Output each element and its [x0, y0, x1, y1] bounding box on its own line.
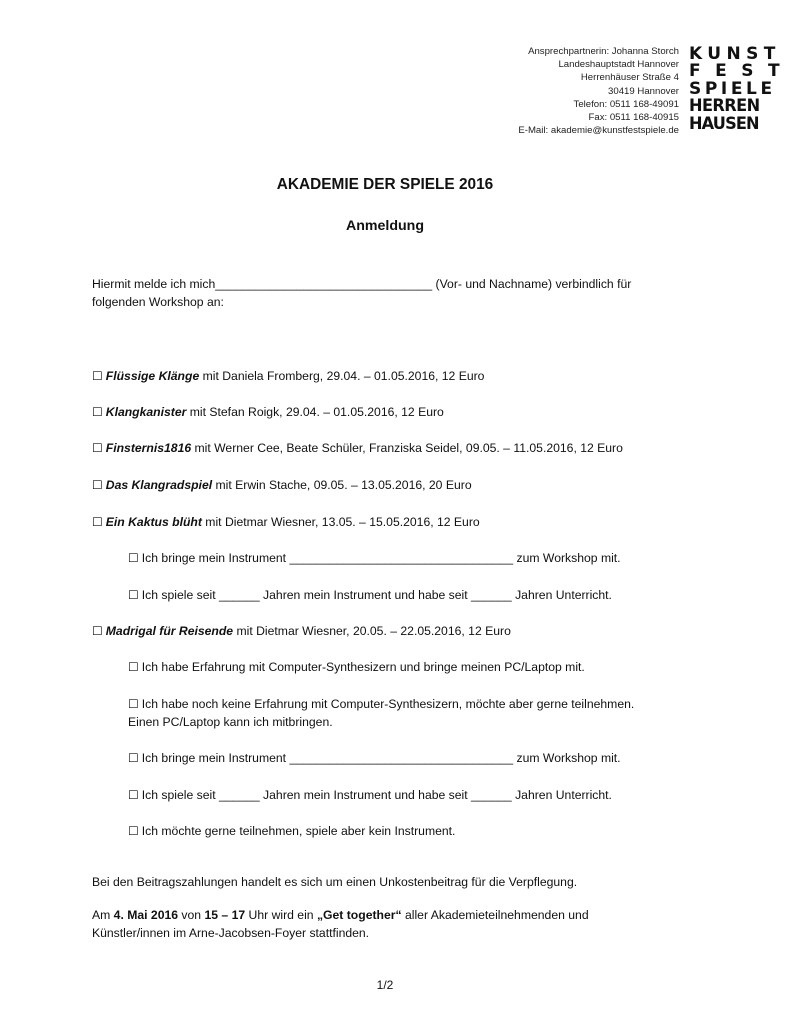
workshop-details: mit Erwin Stache, 09.05. – 13.05.2016, 20 Euro: [212, 478, 472, 492]
workshop-details: mit Werner Cee, Beate Schüler, Franziska Seidel, 09.05. – 11.05.2016, 12 Euro: [191, 441, 623, 455]
workshop-title: Flüssige Klänge: [105, 369, 200, 383]
checkbox-icon[interactable]: ☐: [128, 551, 139, 565]
kaktus-instrument-option[interactable]: [128, 550, 621, 567]
logo-line: KUNST: [689, 44, 781, 64]
contact-person: Ansprechpartnerin: Johanna Storch: [528, 46, 679, 57]
kaktus-experience-option[interactable]: [128, 587, 612, 604]
option-label: Ich spiele seit ______ Jahren mein Instrument und habe seit ______ Jahren Unterricht.: [141, 588, 612, 602]
event-date: 4. Mai 2016: [113, 908, 179, 922]
checkbox-icon[interactable]: ☐: [92, 405, 103, 419]
workshop-option-madrigal[interactable]: [92, 623, 511, 640]
workshop-option-finsternis1816[interactable]: [92, 440, 623, 457]
workshop-option-klangkanister[interactable]: [92, 404, 444, 421]
page-number: 1/2: [376, 978, 394, 992]
intro-line-name[interactable]: Hiermit melde ich mich________________________________ (Vor- und Nachname) verbindlich für: [92, 277, 632, 291]
checkbox-icon[interactable]: ☐: [92, 478, 103, 492]
workshop-details: mit Dietmar Wiesner, 20.05. – 22.05.2016, 12 Euro: [233, 624, 511, 638]
contact-block: [518, 45, 679, 137]
contact-fax: Fax: 0511 168-40915: [588, 112, 679, 124]
checkbox-icon[interactable]: ☐: [128, 788, 139, 802]
intro-line-workshop: folgenden Workshop an:: [92, 295, 224, 309]
document-title: AKADEMIE DER SPIELE 2016: [276, 176, 494, 193]
option-label: Ich möchte gerne teilnehmen, spiele aber kein Instrument.: [141, 824, 456, 838]
workshop-details: mit Stefan Roigk, 29.04. – 01.05.2016, 12 Euro: [186, 405, 444, 419]
event-name: „Get together“: [316, 908, 402, 922]
workshop-title: Madrigal für Reisende: [105, 624, 234, 638]
fee-note: Bei den Beitragszahlungen handelt es sich um einen Unkostenbeitrag für die Verpflegung.: [92, 875, 578, 889]
workshop-option-klangradspiel[interactable]: [92, 477, 472, 494]
option-label: Ich spiele seit ______ Jahren mein Instrument und habe seit ______ Jahren Unterricht.: [141, 788, 612, 802]
workshop-details: mit Daniela Fromberg, 29.04. – 01.05.2016, 12 Euro: [199, 369, 485, 383]
logo-line: SPIELE: [689, 78, 776, 99]
madrigal-experience-option[interactable]: [128, 787, 612, 804]
contact-phone: Telefon: 0511 168-49091: [573, 98, 679, 110]
checkbox-icon[interactable]: ☐: [128, 588, 139, 602]
workshop-title: Ein Kaktus blüht: [105, 515, 202, 529]
option-label: Ich habe Erfahrung mit Computer-Synthesizern und bringe meinen PC/Laptop mit.: [141, 660, 585, 674]
madrigal-instrument-option[interactable]: [128, 750, 621, 767]
get-together-note: [92, 906, 692, 942]
logo-line: HAUSEN: [689, 113, 759, 134]
text-fragment: aller Akademieteilnehmenden und: [401, 908, 589, 922]
checkbox-icon[interactable]: ☐: [128, 751, 139, 765]
option-label: Ich bringe mein Instrument _________________________________ zum Workshop mit.: [141, 551, 621, 565]
madrigal-synth-no-option[interactable]: [128, 696, 634, 713]
contact-email[interactable]: E-Mail: akademie@kunstfestspiele.de: [518, 125, 679, 137]
checkbox-icon[interactable]: ☐: [92, 441, 103, 455]
text-fragment: Uhr wird ein: [245, 908, 317, 922]
intro-text: [92, 275, 692, 311]
contact-org: Landeshauptstadt Hannover: [558, 59, 679, 71]
workshop-details: mit Dietmar Wiesner, 13.05. – 15.05.2016, 12 Euro: [201, 515, 480, 529]
checkbox-icon[interactable]: ☐: [92, 369, 103, 383]
kunstfestspiele-logo: [689, 44, 794, 134]
checkbox-icon[interactable]: ☐: [92, 515, 103, 529]
workshop-title: Das Klangradspiel: [105, 478, 213, 492]
option-label: Ich bringe mein Instrument _________________________________ zum Workshop mit.: [141, 751, 621, 765]
logo-line: FEST: [689, 61, 794, 82]
text-fragment: von: [178, 908, 205, 922]
contact-street: Herrenhäuser Straße 4: [580, 72, 679, 84]
madrigal-synth-no-option-cont: Einen PC/Laptop kann ich mitbringen.: [128, 715, 333, 729]
contact-city: 30419 Hannover: [608, 85, 679, 97]
madrigal-no-instrument-option[interactable]: [128, 823, 455, 840]
text-fragment: Am: [92, 908, 114, 922]
event-time: 15 – 17: [204, 908, 246, 922]
workshop-title: Finsternis1816: [105, 441, 192, 455]
checkbox-icon[interactable]: ☐: [128, 824, 139, 838]
checkbox-icon[interactable]: ☐: [128, 697, 139, 711]
get-together-line-2: Künstler/innen im Arne-Jacobsen-Foyer stattfinden.: [92, 926, 370, 940]
madrigal-synth-yes-option[interactable]: [128, 659, 585, 676]
get-together-line: [92, 906, 692, 924]
logo-line: HERREN: [689, 96, 760, 117]
checkbox-icon[interactable]: ☐: [92, 624, 103, 638]
workshop-option-kaktus-blueht[interactable]: [92, 514, 480, 531]
checkbox-icon[interactable]: ☐: [128, 660, 139, 674]
option-label: Ich habe noch keine Erfahrung mit Computer-Synthesizern, möchte aber gerne teilnehmen.: [141, 697, 635, 711]
workshop-option-fluessige-klaenge[interactable]: [92, 368, 484, 385]
workshop-title: Klangkanister: [105, 405, 187, 419]
document-subtitle: Anmeldung: [345, 218, 425, 234]
